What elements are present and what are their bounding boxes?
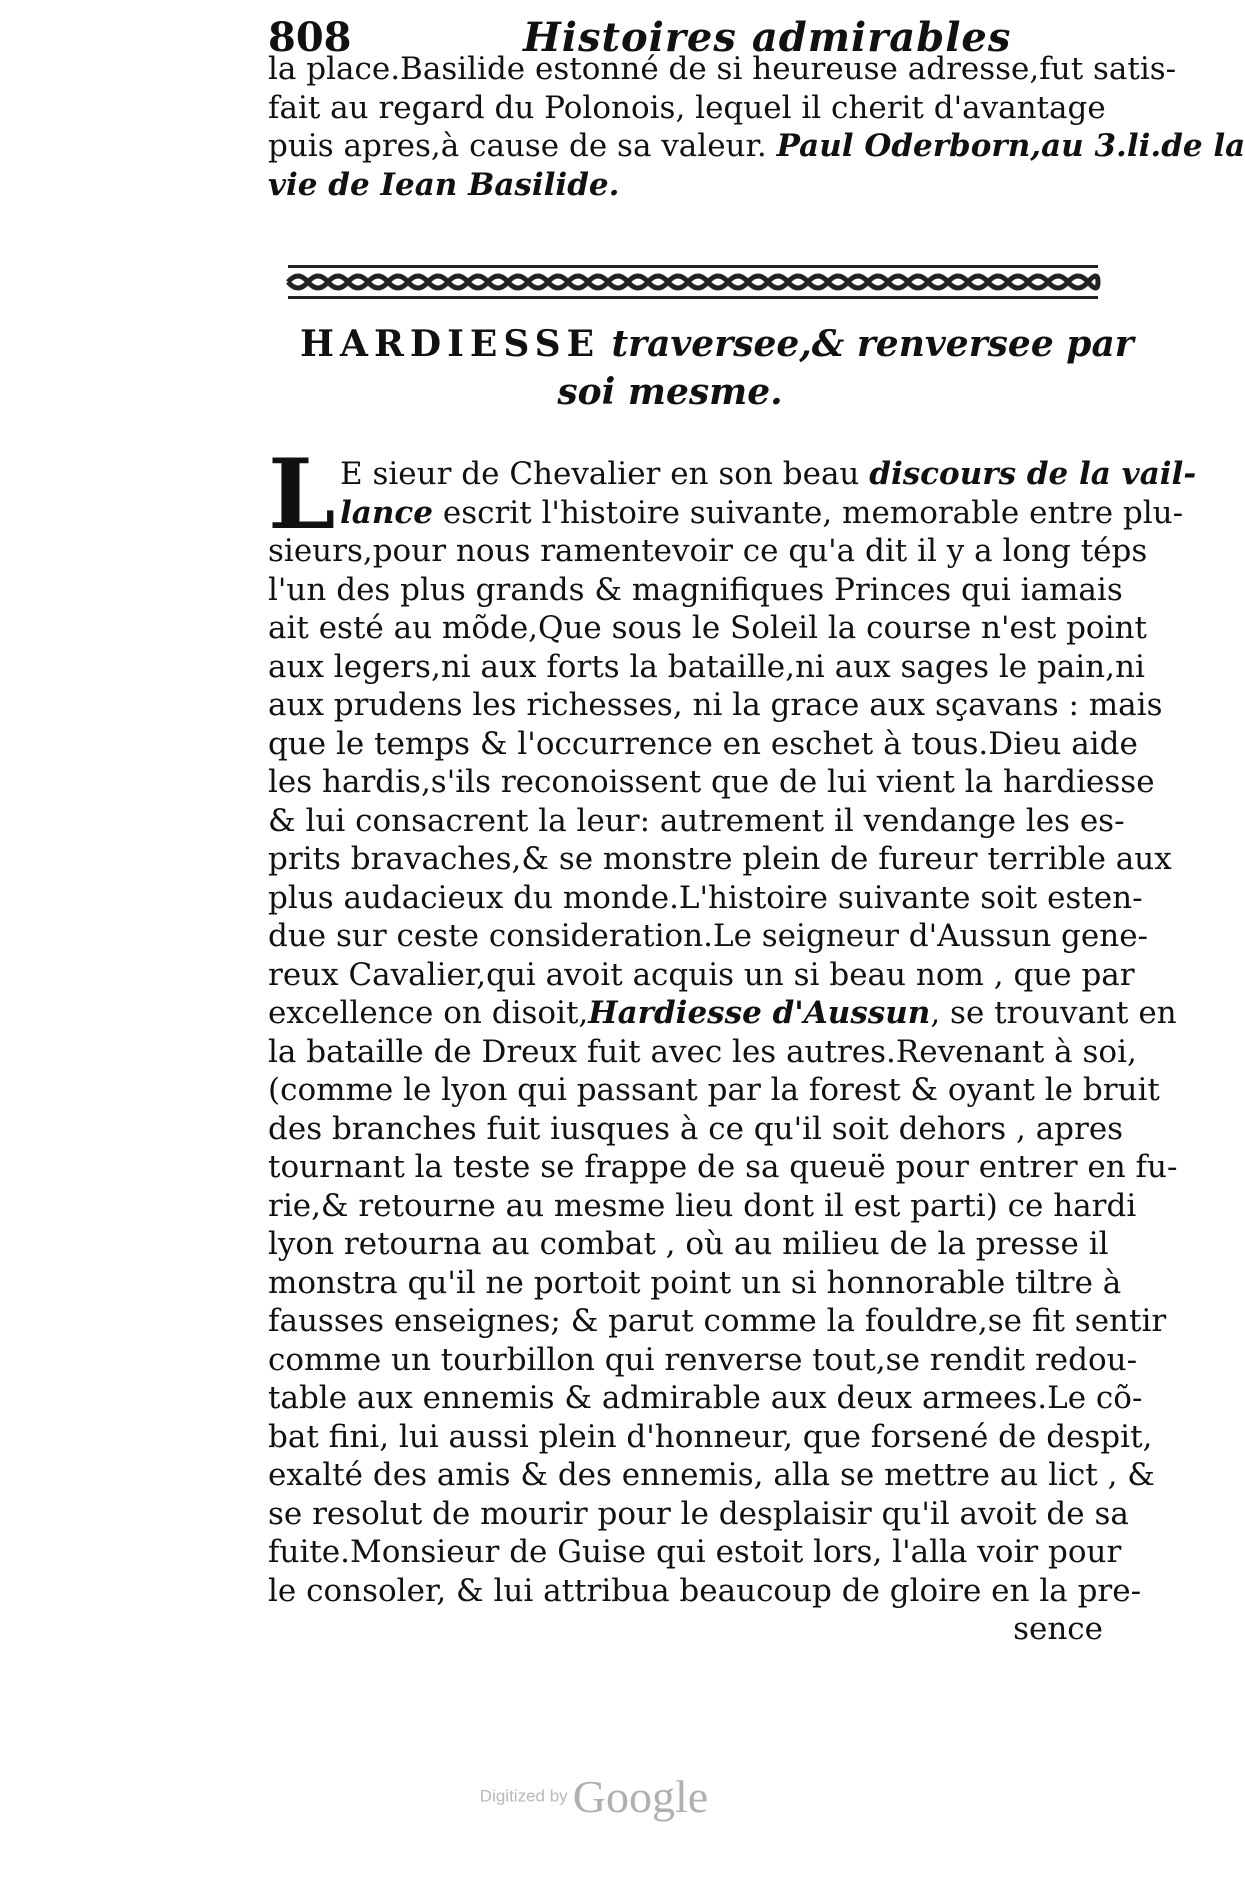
heading-line (300, 320, 1134, 368)
text-line: & lui consacrent la leur: autrement il vendange les es- (268, 802, 1125, 839)
text-line: exalté des amis & des ennemis, alla se mettre au lict , & (268, 1457, 1155, 1493)
google-logo: Google (572, 1771, 709, 1822)
text-line: fuite.Monsieur de Guise qui estoit lors, l'alla voir pour (268, 1534, 1122, 1570)
preceding-text (268, 50, 1245, 204)
text-line: aux prudens les richesses, ni la grace aux sçavans : mais (268, 687, 1163, 723)
text-line: table aux ennemis & admirable aux deux armees.Le cõ- (268, 1380, 1143, 1416)
text-line: prits bravaches,& se monstre plein de fureur terrible aux (268, 841, 1172, 877)
book-title: discours de la vail- (869, 456, 1197, 492)
drop-cap: L (268, 438, 336, 551)
digitized-by-label: Digitized by (479, 1786, 568, 1806)
body-text (268, 532, 1178, 1649)
text-line: (comme le lyon qui passant par la forest & oyant le bruit (268, 1072, 1160, 1108)
text-line: la place.Basilide estonné de si heureuse adresse,fut satis- (268, 51, 1177, 87)
text-line: fausses enseignes; & parut comme la fouldre,se fit sentir (268, 1303, 1167, 1339)
text-line: l'un des plus grands & magnifiques Princes qui iamais (268, 571, 1123, 608)
text-line: rie,& retourne au mesme lieu dont il est parti) ce hardi (268, 1187, 1137, 1224)
heading-italic: traversee,& renversee par (611, 323, 1134, 365)
text-line: due sur ceste consideration.Le seigneur d'Aussun gene- (268, 918, 1149, 954)
body-opening (340, 455, 1197, 532)
digitization-watermark (0, 1770, 1188, 1823)
text-line: monstra qu'il ne portoit point un si honnorable tiltre à (268, 1264, 1122, 1301)
epithet: Hardiesse d'Aussun (588, 995, 931, 1031)
text-line: reux Cavalier,qui avoit acquis un si beau nom , que par (268, 956, 1135, 993)
text-line: sieurs,pour nous ramentevoir ce qu'a dit il y a long téps (268, 533, 1148, 569)
text-line: se resolut de mourir pour le desplaisir qu'il avoit de sa (268, 1495, 1129, 1532)
heading-caps: HARDIESSE (300, 323, 601, 365)
text-line: la bataille de Dreux fuit avec les autres.Revenant à soi, (268, 1033, 1137, 1070)
text-line: que le temps & l'occurrence en eschet à tous.Dieu aide (268, 725, 1138, 762)
text-line-part: escrit l'histoire suivante, memorable entre plu- (442, 494, 1184, 531)
text-line-part: excellence on disoit, (268, 995, 589, 1031)
text-line: plus audacieux du monde.L'histoire suivante soit esten- (268, 879, 1143, 916)
ornament-band (288, 262, 1098, 302)
heading-line (300, 368, 1040, 416)
text-line-part: puis apres,à cause de sa valeur. (268, 128, 767, 164)
text-line-part: , se trouvant en (930, 995, 1177, 1031)
text-line: lyon retourna au combat , où au milieu de la presse il (268, 1226, 1109, 1262)
text-line: le consoler, & lui attribua beaucoup de gloire en la pre- (268, 1572, 1142, 1609)
catchword: sence (1013, 1611, 1103, 1647)
text-line: bat fini, lui aussi plein d'honneur, que forsené de despit, (268, 1418, 1153, 1455)
text-line (268, 127, 1245, 166)
page-number: 808 (268, 14, 352, 61)
text-line: les hardis,s'ils reconoissent que de lui vient la hardiesse (268, 764, 1155, 800)
citation: vie de Iean Basilide. (268, 166, 620, 203)
text-line: ait esté au mõde,Que sous le Soleil la course n'est point (268, 610, 1147, 646)
text-line: tournant la teste se frappe de sa queuë pour entrer en fu- (268, 1149, 1178, 1185)
book-title: lance (340, 494, 433, 531)
text-line: aux legers,ni aux forts la bataille,ni aux sages le pain,ni (268, 648, 1145, 685)
text-line: comme un tourbillon qui renverse tout,se rendit redou- (268, 1341, 1138, 1378)
text-line (268, 166, 1103, 205)
text-line (340, 494, 1184, 533)
text-line: des branches fuit iusques à ce qu'il soit dehors , apres (268, 1110, 1124, 1147)
running-title: Histoires admirables (523, 14, 1012, 61)
citation: Paul Oderborn,au 3.li.de la (776, 128, 1245, 164)
text-line-part: E sieur de Chevalier en son beau (340, 456, 860, 492)
chapter-heading (300, 320, 1134, 416)
text-line (340, 455, 1197, 494)
heading-italic: soi mesme. (557, 371, 783, 413)
text-line (268, 994, 1177, 1033)
text-line: fait au regard du Polonois, lequel il cherit d'avantage (268, 89, 1106, 126)
